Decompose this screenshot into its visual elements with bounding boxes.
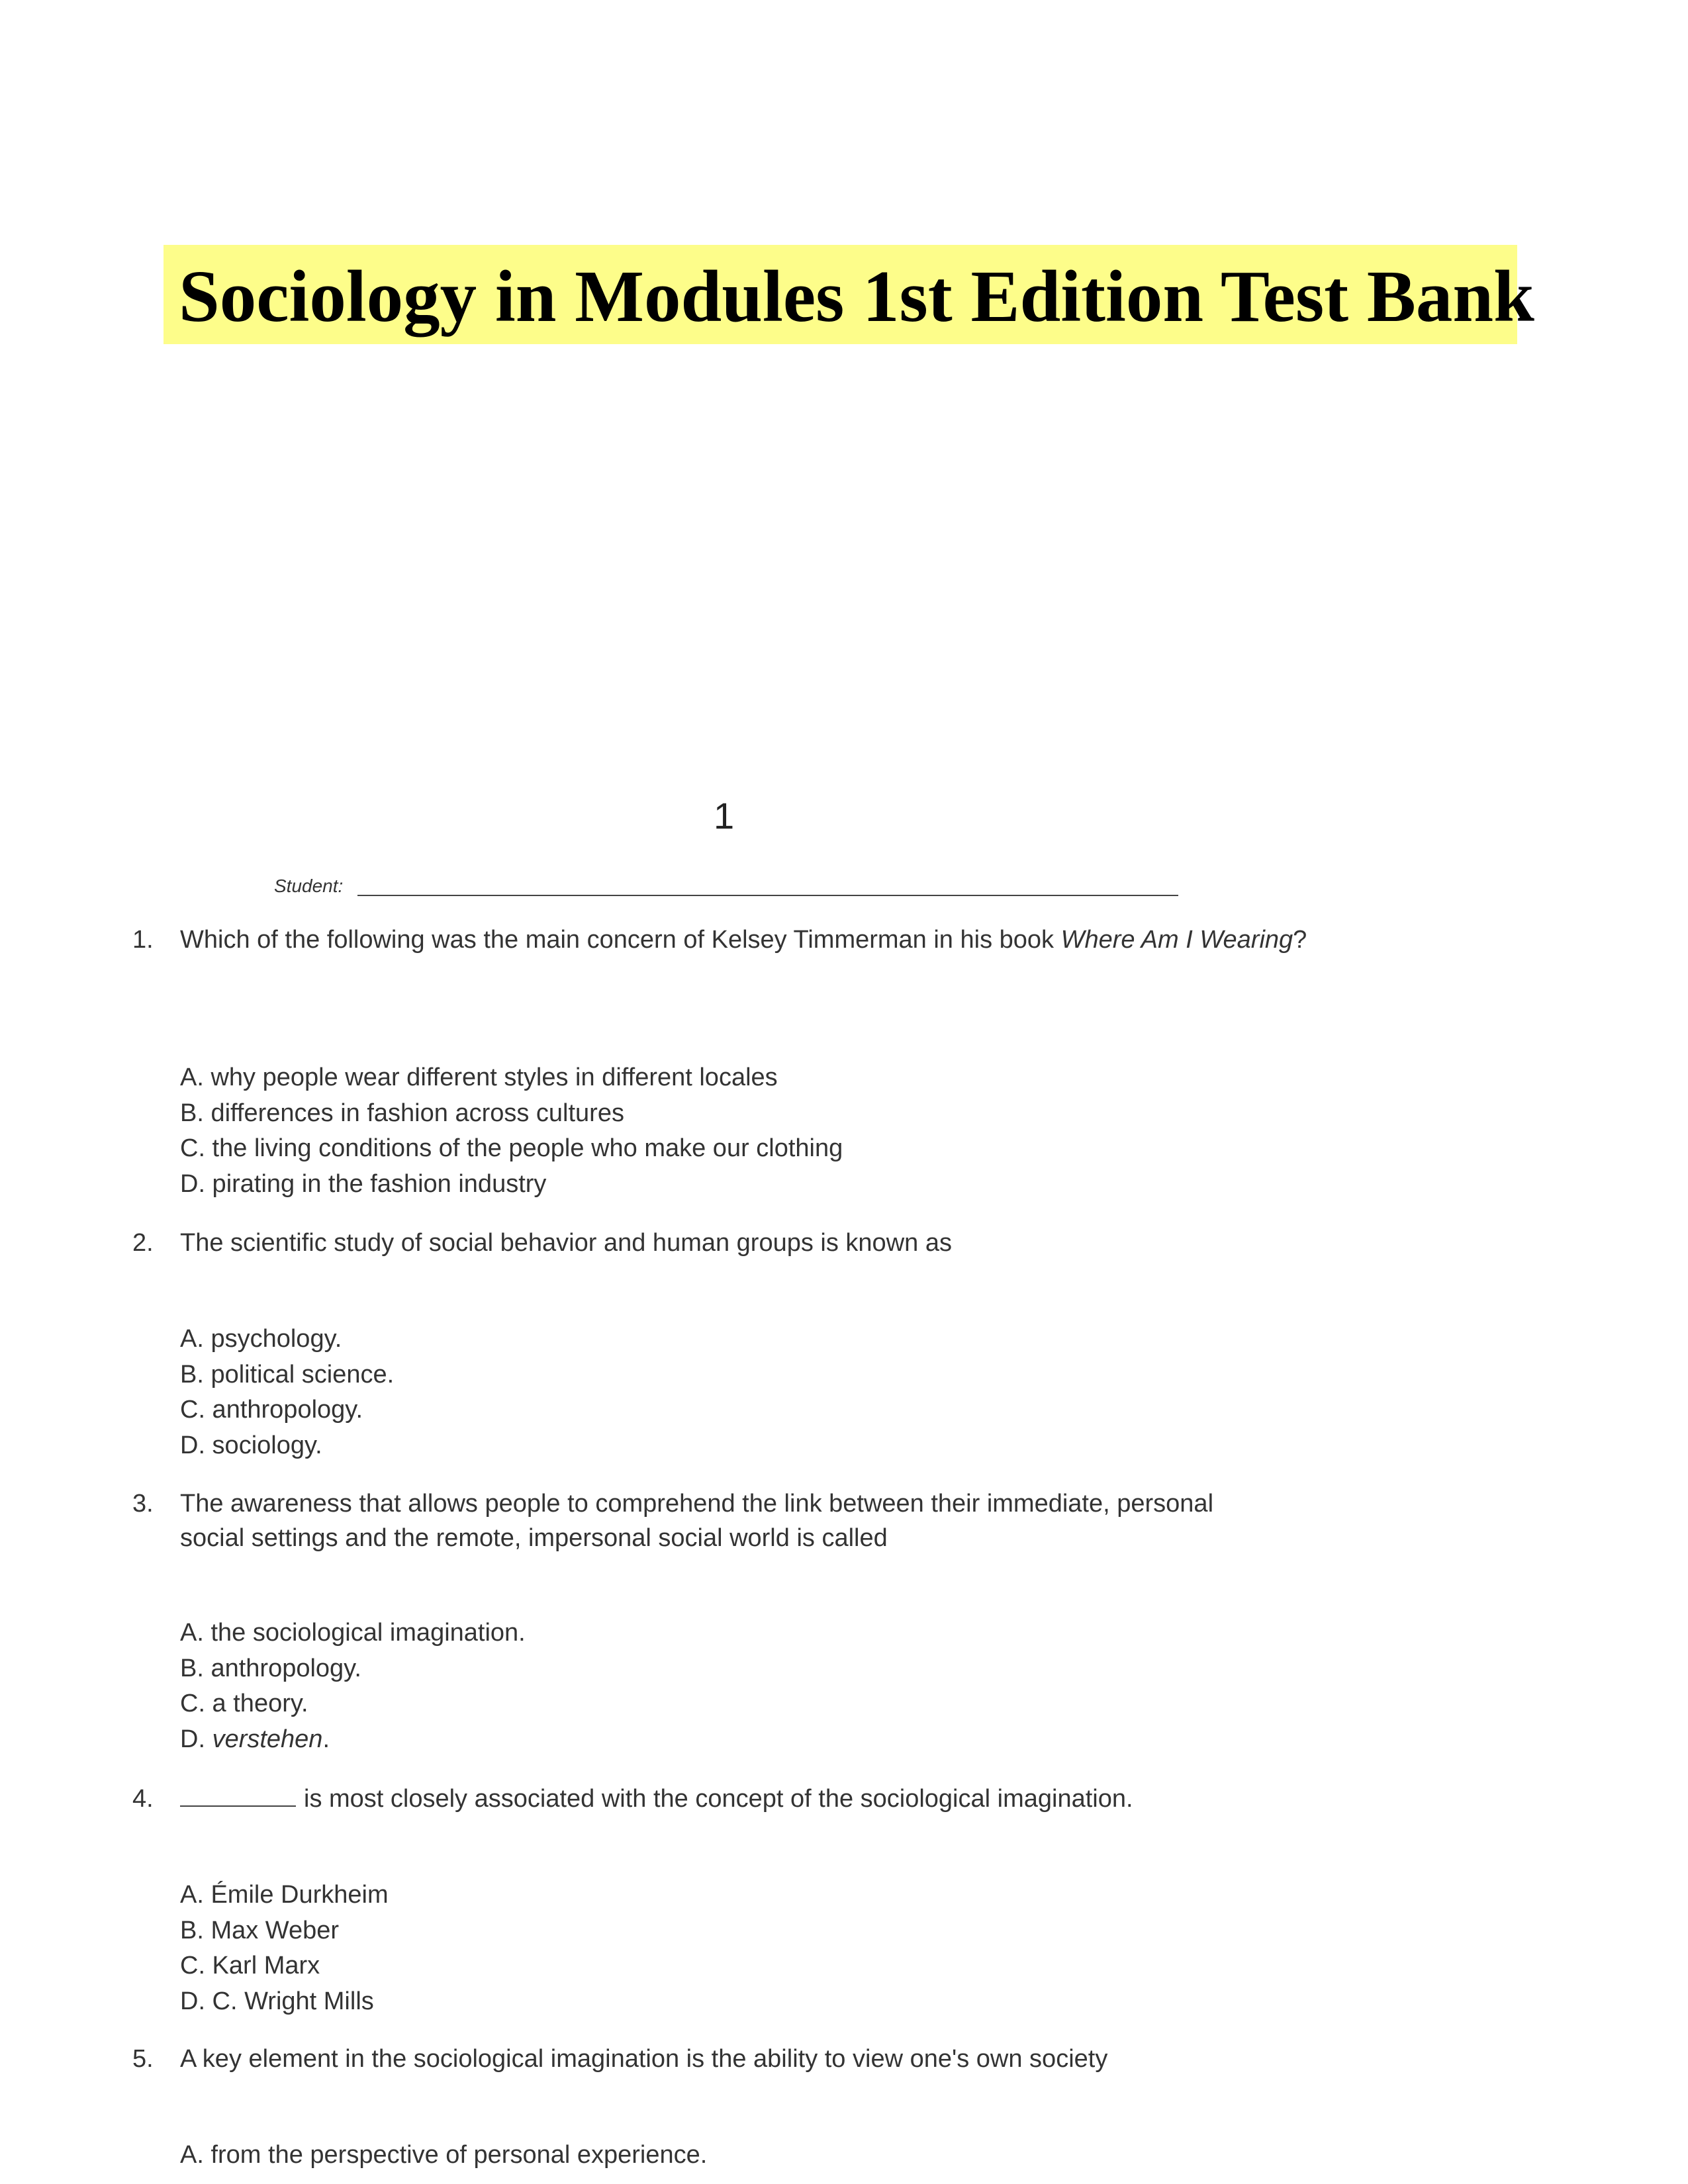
option-c: C. Karl Marx [180,1952,320,1979]
stem-text: Which of the following was the main concern of Kelsey Timmerman in his book [180,926,1061,954]
option-a: A. from the perspective of personal experience. [180,2141,708,2169]
option-d-tail: . [322,1725,330,1753]
question-number: 2. [132,1229,154,1257]
option-b: B. differences in fashion across cultures [180,1099,624,1127]
option-d: D. C. Wright Mills [180,1987,374,2015]
option-b: B. Max Weber [180,1916,340,1944]
student-label: Student: [274,876,344,896]
book-title-text: Where Am I Wearing [1060,926,1293,954]
stem-text: is most closely associated with the concept of the sociological imagination. [304,1785,1133,1813]
question-stem [180,1782,1438,1816]
option-d [180,1722,526,1758]
stem-line-2: social settings and the remote, impersonal social world is called [180,1524,888,1552]
option-a: A. psychology. [180,1325,342,1353]
book-title [1061,926,1293,954]
option-d: D. pirating in the fashion industry [180,1169,547,1198]
student-name-line [357,895,1178,896]
question-stem: The scientific study of social behavior and human groups is known as [180,1229,952,1257]
question-2-options [180,1322,394,1463]
option-c: C. a theory. [180,1690,308,1717]
option-a: A. the sociological imagination. [180,1619,526,1647]
option-d-letter: D. [180,1725,212,1753]
question-number: 4. [132,1785,154,1813]
question-number: 5. [132,2045,154,2073]
option-b: B. political science. [180,1360,395,1388]
option-d-italic: verstehen [212,1725,323,1753]
question-4-options [180,1878,389,2019]
question-1-options [180,1060,843,1202]
document-title: Sociology in Modules 1st Edition Test Bank [179,256,1534,338]
option-b: B. anthropology. [180,1654,361,1682]
question-number: 3. [132,1490,154,1518]
option-a: A. Émile Durkheim [180,1881,389,1909]
question-3-options [180,1615,526,1757]
option-d: D. sociology. [180,1431,322,1459]
question-stem: A key element in the sociological imagination is the ability to view one's own society [180,2045,1108,2073]
option-a: A. why people wear different styles in different locales [180,1064,778,1091]
stem-end: ? [1293,926,1307,954]
question-number: 1. [132,926,154,954]
fill-in-blank [180,1786,296,1807]
question-5-options [180,2138,707,2173]
question-stem [180,923,1438,957]
option-c: C. anthropology. [180,1396,363,1424]
page-number: 1 [714,795,735,837]
stem-line-1: The awareness that allows people to comprehend the link between their immediate, personal [180,1490,1214,1518]
option-c: C. the living conditions of the people who make our clothing [180,1134,843,1162]
question-stem [180,1486,1438,1555]
